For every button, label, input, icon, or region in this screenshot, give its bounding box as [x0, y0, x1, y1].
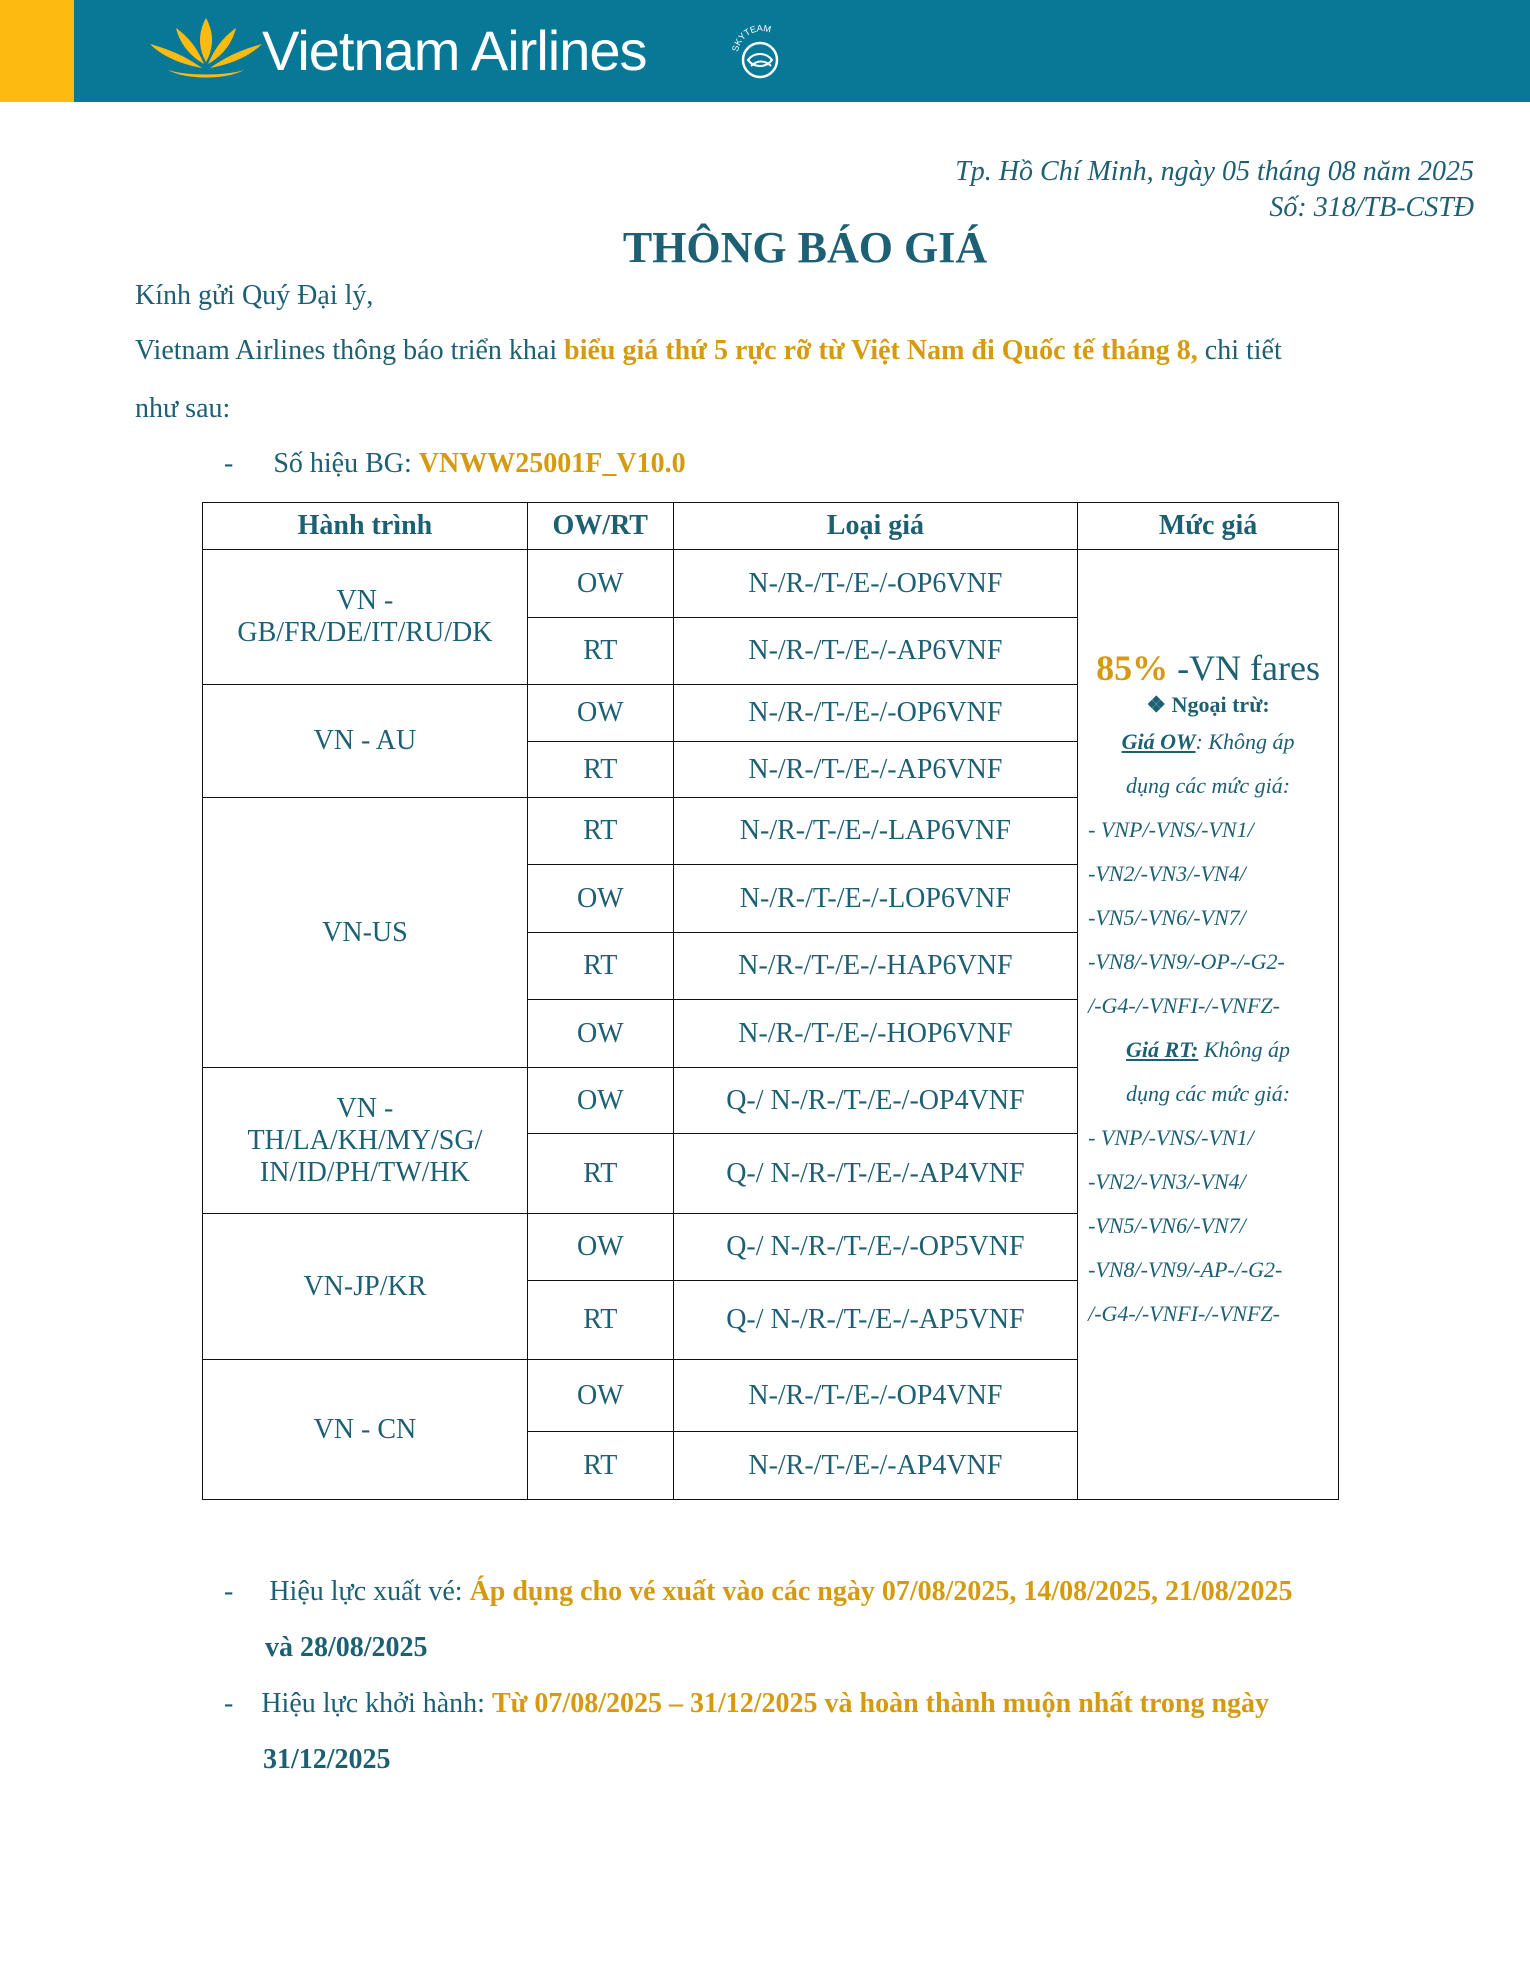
fare-code-cell: N-/R-/T-/E-/-HAP6VNF	[673, 933, 1077, 1000]
ow-code-line: -VN2/-VN3/-VN4/	[1088, 861, 1246, 886]
route-name-line: IN/ID/PH/TW/HK	[259, 1156, 470, 1188]
header-fare-class: Loại giá	[673, 503, 1077, 550]
percent-suffix: -VN fares	[1168, 648, 1321, 688]
intro-paragraph	[135, 335, 1282, 367]
trip-type-cell: OW	[527, 1000, 673, 1068]
header-banner	[0, 0, 1530, 102]
route-name-line: GB/FR/DE/IT/RU/DK	[237, 617, 493, 648]
ticketing-value-line2: và 28/08/2025	[265, 1632, 428, 1663]
ow-exception-heading	[1078, 720, 1338, 764]
fare-code-cell: Q-/ N-/R-/T-/E-/-OP5VNF	[673, 1214, 1077, 1281]
svg-text:SKYTEAM	[730, 23, 772, 53]
route-cell	[203, 685, 528, 798]
intro-line-2: như sau:	[135, 393, 231, 424]
ow-code-line: -VN5/-VN6/-VN7/	[1088, 905, 1246, 930]
header-price-level: Mức giá	[1078, 503, 1339, 550]
bullet-dash: -	[224, 1576, 234, 1607]
rt-exception-text2: dụng các mức giá:	[1125, 1081, 1291, 1106]
fare-ref-value: VNWW25001F_V10.0	[418, 448, 686, 479]
greeting: Kính gửi Quý Đại lý,	[135, 280, 374, 311]
route-cell	[203, 1214, 528, 1360]
intro-lead: Vietnam Airlines thông báo triển khai	[135, 335, 565, 366]
dateline	[955, 154, 1474, 226]
rt-label: Giá RT:	[1126, 1037, 1199, 1062]
ow-code-line: - VNP/-VNS/-VN1/	[1088, 817, 1254, 842]
fare-code-cell: N-/R-/T-/E-/-LAP6VNF	[673, 798, 1077, 865]
fare-code-cell: Q-/ N-/R-/T-/E-/-AP4VNF	[673, 1134, 1077, 1214]
trip-type-cell: OW	[527, 1214, 673, 1281]
header-route: Hành trình	[203, 503, 528, 550]
trip-type-cell: OW	[527, 1068, 673, 1134]
skyteam-logo-icon	[724, 20, 796, 92]
exceptions-label: ❖ Ngoại trừ:	[1146, 692, 1270, 717]
trip-type-cell: RT	[527, 933, 673, 1000]
route-name-line: TH/LA/KH/MY/SG/	[247, 1124, 483, 1156]
trip-type-cell: OW	[527, 865, 673, 933]
route-name-line: VN -	[336, 585, 394, 616]
rt-code-line: -VN8/-VN9/-AP-/-G2-	[1088, 1257, 1283, 1282]
document-title: THÔNG BÁO GIÁ	[622, 223, 988, 272]
trip-type-cell: OW	[527, 1360, 673, 1432]
route-cell	[203, 1360, 528, 1500]
trip-type-cell: RT	[527, 742, 673, 798]
fare-code-cell: Q-/ N-/R-/T-/E-/-AP5VNF	[673, 1281, 1077, 1360]
departure-value: Từ 07/08/2025 – 31/12/2025 và hoàn thành muộn nhất trong ngày	[491, 1688, 1270, 1719]
trip-type-cell: RT	[527, 1281, 673, 1360]
price-level-cell	[1078, 550, 1339, 1500]
ow-text: : Không áp	[1195, 729, 1295, 754]
fare-reference	[224, 448, 686, 480]
header-accent-strip	[0, 0, 74, 102]
departure-validity	[224, 1688, 1269, 1720]
route-name-line: VN - AU	[313, 725, 417, 756]
table-header-row	[203, 503, 1339, 550]
route-cell	[203, 550, 528, 685]
header-trip-type: OW/RT	[527, 503, 673, 550]
fare-table	[202, 502, 1339, 1500]
trip-type-cell: OW	[527, 685, 673, 742]
fare-code-cell: N-/R-/T-/E-/-LOP6VNF	[673, 865, 1077, 933]
trip-type-cell: RT	[527, 1134, 673, 1214]
ow-label: Giá OW	[1121, 729, 1196, 754]
lotus-logo-icon	[146, 10, 266, 84]
rt-text: Không áp	[1198, 1037, 1291, 1062]
ow-code-line: /-G4-/-VNFI-/-VNFZ-	[1088, 993, 1280, 1018]
fare-code-cell: N-/R-/T-/E-/-AP6VNF	[673, 618, 1077, 685]
ticketing-validity	[224, 1576, 1293, 1608]
percent-value: 85%	[1096, 648, 1169, 688]
intro-tail: chi tiết	[1197, 335, 1282, 366]
price-percent	[1078, 646, 1338, 690]
route-name-line: VN-JP/KR	[303, 1270, 427, 1302]
bullet-dash: -	[224, 448, 234, 479]
brand-wordmark: Vietnam Airlines	[262, 19, 647, 82]
rt-code-line: /-G4-/-VNFI-/-VNFZ-	[1088, 1301, 1280, 1326]
fare-code-cell: N-/R-/T-/E-/-AP4VNF	[673, 1432, 1077, 1500]
fare-code-cell: N-/R-/T-/E-/-HOP6VNF	[673, 1000, 1077, 1068]
departure-label: Hiệu lực khởi hành:	[261, 1688, 492, 1719]
table-row	[203, 550, 1339, 618]
fare-code-cell: Q-/ N-/R-/T-/E-/-OP4VNF	[673, 1068, 1077, 1134]
rt-code-line: -VN5/-VN6/-VN7/	[1088, 1213, 1246, 1238]
skyteam-label: SKYTEAM	[730, 22, 772, 53]
fare-code-cell: N-/R-/T-/E-/-OP4VNF	[673, 1360, 1077, 1432]
fare-code-cell: N-/R-/T-/E-/-OP6VNF	[673, 685, 1077, 742]
document-number: Số: 318/TB-CSTĐ	[1269, 192, 1474, 223]
rt-exception-heading	[1078, 1028, 1338, 1072]
route-name-line: VN-US	[322, 916, 408, 948]
route-name-line: VN -	[336, 1092, 394, 1124]
ow-code-line: -VN8/-VN9/-OP-/-G2-	[1088, 949, 1285, 974]
fare-ref-label: Số hiệu BG:	[273, 448, 419, 479]
intro-highlight: biểu giá thứ 5 rực rỡ từ Việt Nam đi Quốc tế tháng 8,	[564, 335, 1198, 366]
ticketing-value: Áp dụng cho vé xuất vào các ngày 07/08/2025, 14/08/2025, 21/08/2025	[469, 1576, 1293, 1607]
route-name-line: VN - CN	[313, 1413, 417, 1445]
ow-exception-text2: dụng các mức giá:	[1125, 773, 1291, 798]
trip-type-cell: RT	[527, 618, 673, 685]
trip-type-cell: RT	[527, 798, 673, 865]
route-cell	[203, 1068, 528, 1214]
trip-type-cell: RT	[527, 1432, 673, 1500]
fare-code-cell: N-/R-/T-/E-/-OP6VNF	[673, 550, 1077, 618]
trip-type-cell: OW	[527, 550, 673, 618]
departure-value-line2: 31/12/2025	[263, 1744, 391, 1775]
route-cell	[203, 798, 528, 1068]
rt-code-line: -VN2/-VN3/-VN4/	[1088, 1169, 1246, 1194]
ticketing-label: Hiệu lực xuất vé:	[269, 1576, 470, 1607]
fare-code-cell: N-/R-/T-/E-/-AP6VNF	[673, 742, 1077, 798]
place-date: Tp. Hồ Chí Minh, ngày 05 tháng 08 năm 2025	[955, 156, 1474, 187]
rt-code-line: - VNP/-VNS/-VN1/	[1088, 1125, 1254, 1150]
bullet-dash: -	[224, 1688, 234, 1719]
